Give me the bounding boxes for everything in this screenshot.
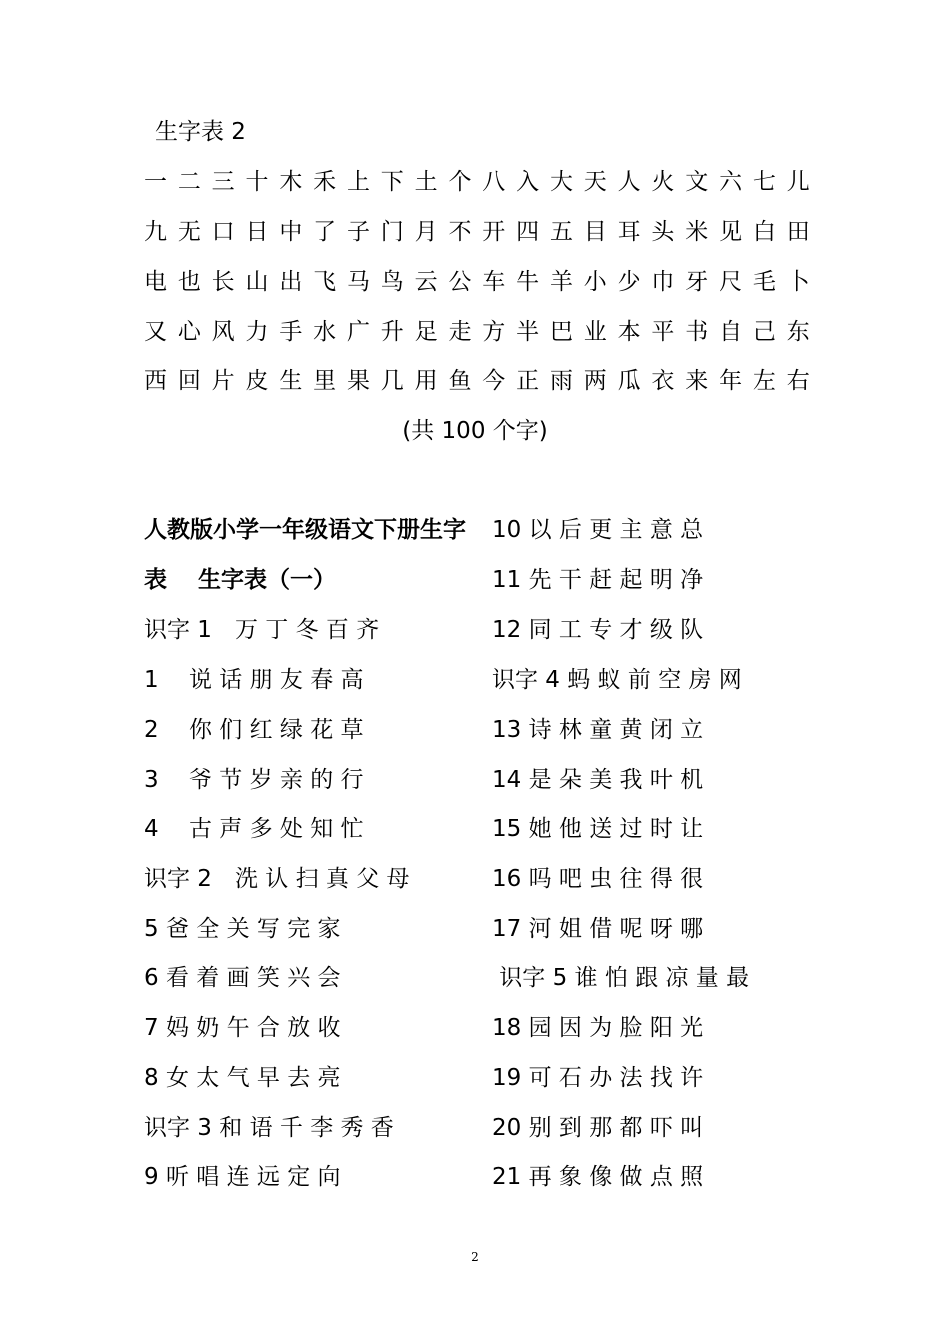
character-cell: 九 xyxy=(144,219,167,245)
character-cell: 走 xyxy=(448,319,472,345)
character-cell: 文 xyxy=(685,169,709,195)
character-row xyxy=(144,217,810,247)
character-cell: 里 xyxy=(313,368,337,394)
character-cell: 个 xyxy=(448,169,472,195)
character-cell: 人 xyxy=(617,169,641,195)
section-heading-line1: 人教版小学一年级语文下册生字 xyxy=(144,517,466,543)
character-cell: 毛 xyxy=(752,269,776,295)
character-cell: 自 xyxy=(719,319,743,345)
character-cell: 力 xyxy=(245,319,269,345)
character-cell: 果 xyxy=(346,368,370,394)
character-cell: 六 xyxy=(719,169,743,195)
lesson-line-left: 9 听 唱 连 远 定 向 xyxy=(144,1164,341,1190)
character-cell: 本 xyxy=(617,319,641,345)
character-cell: 生 xyxy=(279,368,303,394)
character-cell: 火 xyxy=(651,169,675,195)
character-cell: 头 xyxy=(651,219,675,245)
character-cell: 片 xyxy=(211,368,235,394)
character-cell: 升 xyxy=(380,319,404,345)
character-cell: 禾 xyxy=(313,169,337,195)
character-cell: 心 xyxy=(177,319,201,345)
character-cell: 耳 xyxy=(617,219,641,245)
character-cell: 大 xyxy=(549,169,573,195)
character-cell: 飞 xyxy=(313,269,337,295)
character-cell: 也 xyxy=(177,269,201,295)
lesson-line-left: 6 看 着 画 笑 兴 会 xyxy=(144,965,341,991)
character-cell: 中 xyxy=(279,219,303,245)
lesson-line-right: 10 以 后 更 主 意 总 xyxy=(492,517,704,543)
character-cell: 米 xyxy=(685,219,709,245)
lesson-line-left: 7 妈 奶 午 合 放 收 xyxy=(144,1015,341,1041)
character-cell: 公 xyxy=(448,269,472,295)
character-cell: 子 xyxy=(346,219,370,245)
character-cell: 卜 xyxy=(786,269,810,295)
character-cell: 年 xyxy=(719,368,743,394)
character-cell: 又 xyxy=(144,319,167,345)
character-cell: 口 xyxy=(211,219,235,245)
lesson-line-left: 识字 3 和 语 千 李 秀 香 xyxy=(144,1115,394,1141)
character-cell: 用 xyxy=(414,368,438,394)
lesson-line-right: 15 她 他 送 过 时 让 xyxy=(492,816,704,842)
character-cell: 两 xyxy=(583,368,607,394)
character-cell: 土 xyxy=(414,169,438,195)
lesson-line-left: 1 说 话 朋 友 春 高 xyxy=(144,667,364,693)
character-cell: 儿 xyxy=(786,169,810,195)
lesson-line-right: 21 再 象 像 做 点 照 xyxy=(492,1164,704,1190)
character-cell: 皮 xyxy=(245,368,269,394)
character-cell: 四 xyxy=(516,219,540,245)
lesson-line-right: 识字 4 蚂 蚁 前 空 房 网 xyxy=(492,667,742,693)
character-cell: 平 xyxy=(651,319,675,345)
lesson-line-left: 8 女 太 气 早 去 亮 xyxy=(144,1065,341,1091)
character-cell: 入 xyxy=(516,169,540,195)
character-cell: 业 xyxy=(583,319,607,345)
character-cell: 右 xyxy=(786,368,810,394)
character-cell: 五 xyxy=(549,219,573,245)
character-cell: 长 xyxy=(211,269,235,295)
character-cell: 书 xyxy=(685,319,709,345)
character-cell: 出 xyxy=(279,269,303,295)
character-cell: 左 xyxy=(752,368,776,394)
character-cell: 广 xyxy=(346,319,370,345)
character-row xyxy=(144,317,810,347)
lesson-line-right: 20 别 到 那 都 吓 叫 xyxy=(492,1115,704,1141)
character-cell: 牙 xyxy=(685,269,709,295)
character-cell: 二 xyxy=(177,169,201,195)
character-cell: 方 xyxy=(482,319,506,345)
lesson-line-left: 识字 1 万 丁 冬 百 齐 xyxy=(144,617,380,643)
character-cell: 回 xyxy=(177,368,201,394)
character-cell: 今 xyxy=(482,368,506,394)
lesson-line-right: 识字 5 谁 怕 跟 凉 量 最 xyxy=(492,965,750,991)
character-row xyxy=(144,366,810,396)
lesson-line-right: 11 先 干 赶 起 明 净 xyxy=(492,567,704,593)
character-cell: 十 xyxy=(245,169,269,195)
character-cell: 云 xyxy=(414,269,438,295)
character-cell: 七 xyxy=(752,169,776,195)
lesson-line-right: 12 同 工 专 才 级 队 xyxy=(492,617,704,643)
character-cell: 目 xyxy=(583,219,607,245)
lesson-line-right: 19 可 石 办 法 找 许 xyxy=(492,1065,704,1091)
character-cell: 巾 xyxy=(651,269,675,295)
character-cell: 田 xyxy=(786,219,810,245)
character-cell: 天 xyxy=(583,169,607,195)
character-cell: 上 xyxy=(346,169,370,195)
character-cell: 牛 xyxy=(516,269,540,295)
lesson-line-right: 17 河 姐 借 呢 呀 哪 xyxy=(492,916,704,942)
character-cell: 雨 xyxy=(549,368,573,394)
character-cell: 门 xyxy=(380,219,404,245)
character-cell: 三 xyxy=(211,169,235,195)
character-cell: 山 xyxy=(245,269,269,295)
character-cell: 不 xyxy=(448,219,472,245)
character-cell: 正 xyxy=(516,368,540,394)
character-cell: 鸟 xyxy=(380,269,404,295)
character-cell: 瓜 xyxy=(617,368,641,394)
character-cell: 羊 xyxy=(549,269,573,295)
character-total: (共 100 个字) xyxy=(402,418,548,444)
page-number: 2 xyxy=(471,1250,479,1264)
character-cell: 半 xyxy=(516,319,540,345)
section-heading-line2: 表 生字表（一） xyxy=(144,567,337,593)
table2-title: 生字表 2 xyxy=(155,119,246,145)
lesson-line-right: 18 园 因 为 脸 阳 光 xyxy=(492,1015,704,1041)
lesson-line-left: 2 你 们 红 绿 花 草 xyxy=(144,717,364,743)
character-cell: 白 xyxy=(752,219,776,245)
lesson-line-right: 14 是 朵 美 我 叶 机 xyxy=(492,767,704,793)
character-cell: 少 xyxy=(617,269,641,295)
character-cell: 尺 xyxy=(719,269,743,295)
character-cell: 几 xyxy=(380,368,404,394)
character-cell: 来 xyxy=(685,368,709,394)
character-cell: 了 xyxy=(313,219,337,245)
character-cell: 鱼 xyxy=(448,368,472,394)
character-cell: 小 xyxy=(583,269,607,295)
character-cell: 电 xyxy=(144,269,167,295)
character-cell: 手 xyxy=(279,319,303,345)
character-cell: 西 xyxy=(144,368,167,394)
character-row xyxy=(144,167,810,197)
character-cell: 车 xyxy=(482,269,506,295)
character-cell: 日 xyxy=(245,219,269,245)
lesson-line-left: 3 爷 节 岁 亲 的 行 xyxy=(144,767,364,793)
character-cell: 风 xyxy=(211,319,235,345)
character-cell: 足 xyxy=(414,319,438,345)
character-cell: 己 xyxy=(752,319,776,345)
character-cell: 马 xyxy=(346,269,370,295)
lesson-line-right: 13 诗 林 童 黄 闭 立 xyxy=(492,717,704,743)
lesson-line-right: 16 吗 吧 虫 往 得 很 xyxy=(492,866,704,892)
character-cell: 见 xyxy=(719,219,743,245)
character-cell: 开 xyxy=(482,219,506,245)
character-cell: 月 xyxy=(414,219,438,245)
character-cell: 八 xyxy=(482,169,506,195)
lesson-line-left: 识字 2 洗 认 扫 真 父 母 xyxy=(144,866,410,892)
character-cell: 无 xyxy=(177,219,201,245)
character-row xyxy=(144,267,810,297)
character-cell: 下 xyxy=(380,169,404,195)
character-cell: 水 xyxy=(313,319,337,345)
character-cell: 衣 xyxy=(651,368,675,394)
lesson-line-left: 4 古 声 多 处 知 忙 xyxy=(144,816,364,842)
character-cell: 一 xyxy=(144,169,167,195)
character-cell: 巴 xyxy=(549,319,573,345)
lesson-line-left: 5 爸 全 关 写 完 家 xyxy=(144,916,341,942)
character-cell: 东 xyxy=(786,319,810,345)
character-cell: 木 xyxy=(279,169,303,195)
